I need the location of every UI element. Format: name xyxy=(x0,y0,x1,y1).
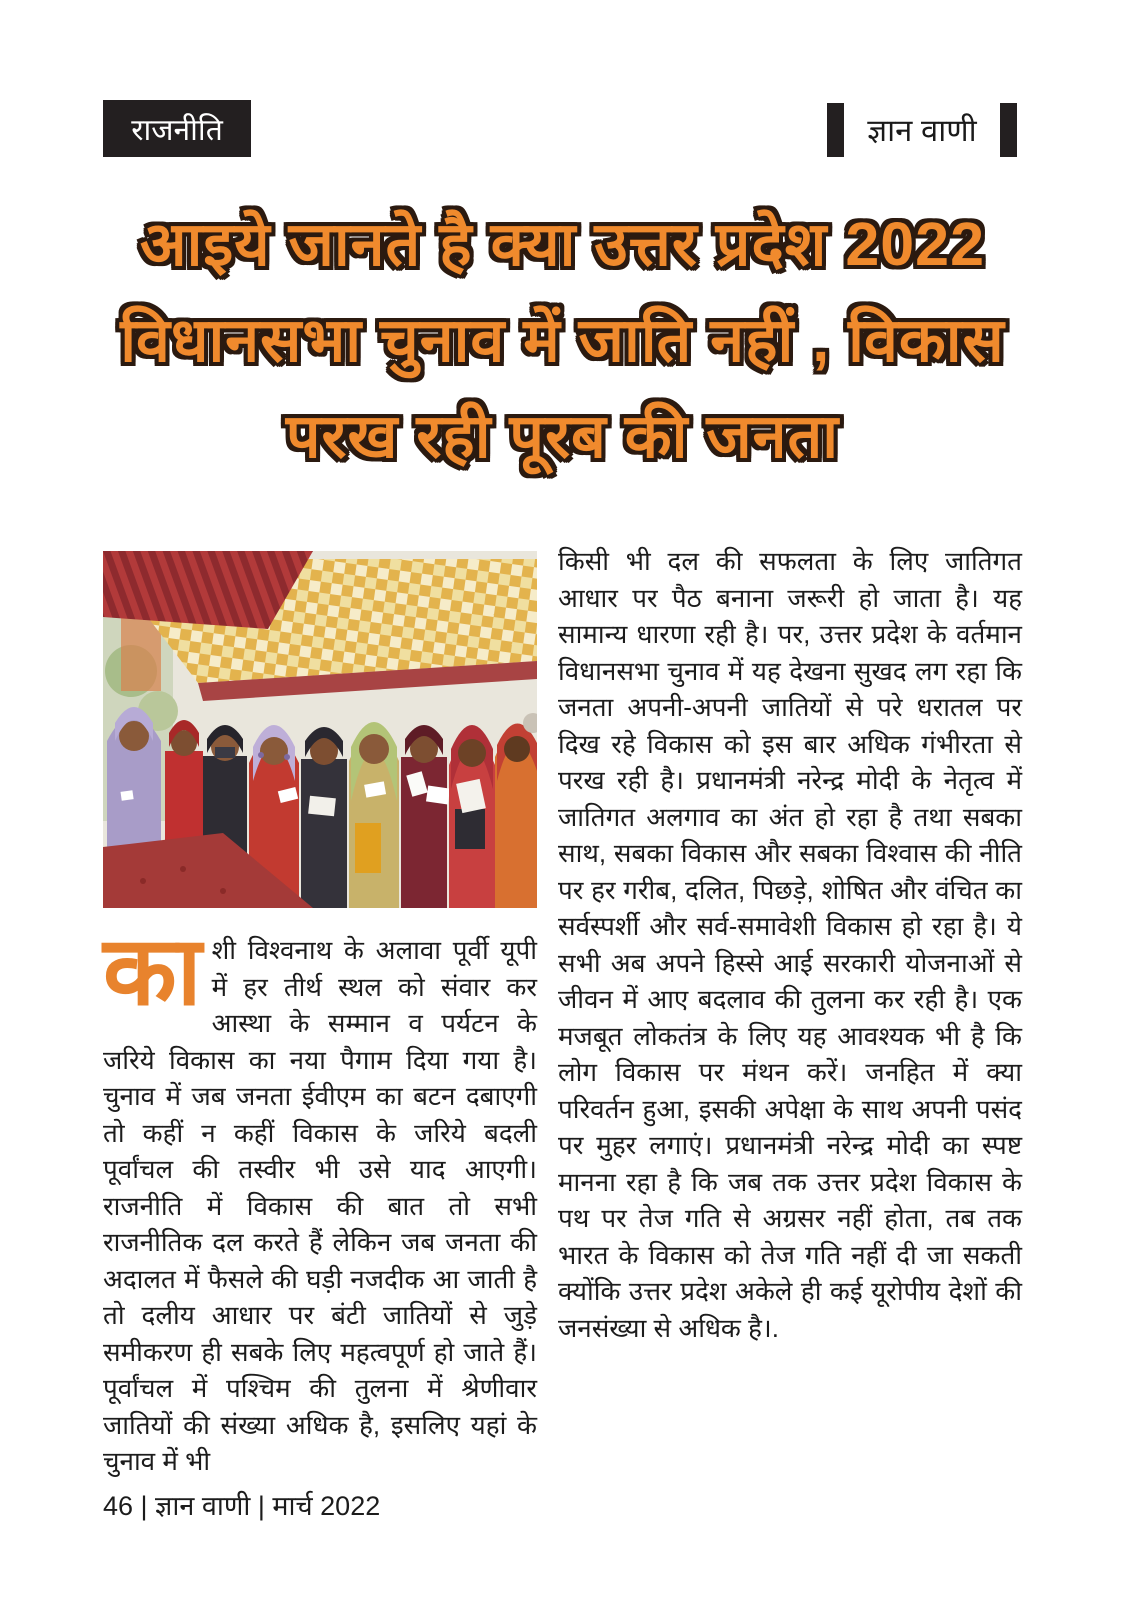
drop-cap: का xyxy=(103,918,202,1025)
masthead-right-bar xyxy=(1000,103,1017,157)
masthead-left-bar xyxy=(827,103,844,157)
right-column-text: किसी भी दल की सफलता के लिए जातिगत आधार पर पैठ बनाना जरूरी हो जाता है। यह सामान्य धारणा रही है। पर, उत्तर प्रदेश के वर्तमान विधानसभा चुनाव में यह देखना सुखद लग रहा कि जनता अपनी-अपनी जातियों से परे धरातल पर दिख रहे विकास को इस बार अधिक गंभीरता से परख रही है। प्रधानमंत्री नरेन्द्र मोदी के नेतृत्व में जातिगत अलगाव का अंत हो रहा है तथा सबका साथ, सबका विकास और सबका विश्वास की नीति पर हर गरीब, दलित, पिछड़े, शोषित और वंचित का सर्वस्पर्शी और सर्व-समावेशी विकास हो रहा है। ये सभी अब अपने हिस्से आई सरकारी योजनाओं से जीवन में आए बदलाव की तुलना कर रही है। एक मजबूत लोकतंत्र के लिए यह आवश्यक भी है कि लोग विकास पर मंथन करें। जनहित में क्या परिवर्तन हुआ, इसकी अपेक्षा के साथ अपनी पसंद पर मुहर लगाएं। प्रधानमंत्री नरेन्द्र मोदी का स्पष्ट मानना रहा है कि जब तक उत्तर प्रदेश विकास के पथ पर तेज गति से अग्रसर नहीं होता, तब तक भारत के विकास को तेज गति नहीं दी जा सकती क्योंकि उत्तर प्रदेश अकेले ही कई यूरोपीय देशों की जनसंख्या से अधिक है।. xyxy=(558,546,1022,1343)
headline-line-3: परख रही पूरब की जनता xyxy=(285,402,840,470)
page-footer: 46 | ज्ञान वाणी | मार्च 2022 xyxy=(103,1491,381,1521)
voters-queue-photo xyxy=(103,551,537,908)
article-headline xyxy=(40,196,1085,484)
section-tag: राजनीति xyxy=(103,100,251,157)
headline-line-1: आइये जानते है क्या उत्तर प्रदेश 2022 xyxy=(139,210,986,278)
right-column xyxy=(558,543,1022,1346)
left-column xyxy=(103,551,537,1480)
left-column-paragraph xyxy=(103,918,537,1480)
headline-line-2: विधानसभा चुनाव में जाति नहीं , विकास xyxy=(120,306,1005,374)
left-column-text: शी विश्वनाथ के अलावा पूर्वी यूपी में हर तीर्थ स्थल को संवार कर आस्था के सम्मान व पर्यटन के जरिये विकास का नया पैगाम दिया गया है। चुनाव में जब जनता ईवीएम का बटन दबाएगी तो कहीं न कहीं विकास के जरिये बदली पूर्वांचल की तस्वीर भी उसे याद आएगी। राजनीति में विकास की बात तो सभी राजनीतिक दल करते हैं लेकिन जब जनता की अदालत में फैसले की घड़ी नजदीक आ जाती है तो दलीय आधार पर बंटी जातियों से जुड़े समीकरण ही सबके लिए महत्वपूर्ण हो जाते हैं। पूर्वांचल में पश्चिम की तुलना में श्रेणीवार जातियों की संख्या अधिक है, इसलिए यहां के चुनाव में भी xyxy=(103,935,537,1476)
masthead-title: ज्ञान वाणी xyxy=(867,113,977,148)
masthead xyxy=(827,103,1017,157)
